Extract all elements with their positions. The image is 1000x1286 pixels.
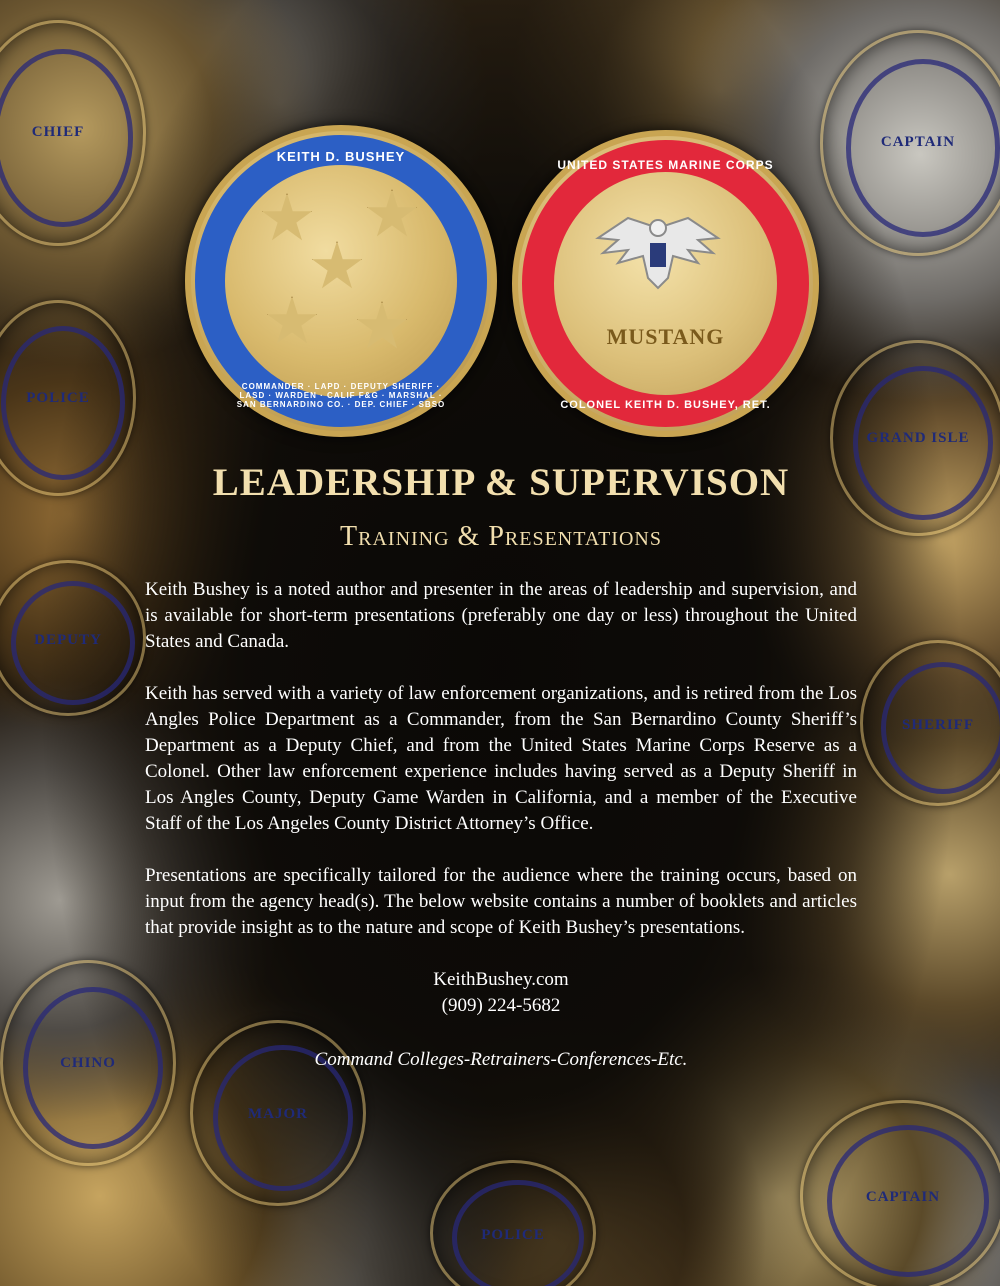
background-badge-grand-isle: GRAND ISLE <box>830 340 1000 536</box>
presentations-paragraph: Presentations are specifically tailored for the audience where the training occurs, based on input from the agency head(s). The below website contains a number of booklets and articles that provide insight as to the nature and scope of Keith Bushey’s presentations. <box>145 865 857 938</box>
page-title: LEADERSHIP & SUPERVISON <box>212 461 790 504</box>
background-badge-police: POLICE <box>0 300 136 496</box>
flyer-content <box>145 460 857 1071</box>
background-badge-major: MAJOR <box>190 1020 366 1206</box>
background-badge-police-2: POLICE <box>430 1160 596 1286</box>
intro-paragraph: Keith Bushey is a noted author and presenter in the areas of leadership and supervision, and is available for short-term presentations (preferably one day or less) throughout the United States and Canada. <box>145 579 857 652</box>
tagline: Command Colleges-Retrainers-Conferences-Etc. <box>314 1049 688 1070</box>
coin-ranks-text: COMMANDER · LAPD · DEPUTY SHERIFF · LASD · WARDEN · CALIF F&G · MARSHAL · SAN BERNARDINO CO. · DEP. CHIEF · SBSO <box>236 382 446 409</box>
mustang-text: MUSTANG <box>606 324 725 349</box>
background-badge-sheriff: SHERIFF <box>860 640 1000 806</box>
background-badge-chino: CHINO <box>0 960 176 1166</box>
phone-number: (909) 224-5682 <box>441 995 561 1016</box>
coin-name-text: KEITH D. BUSHEY <box>276 149 406 164</box>
background-badge-chief: CHIEF <box>0 20 146 246</box>
coin-marine-text: UNITED STATES MARINE CORPS <box>557 158 774 172</box>
background-badge-deputy: DEPUTY <box>0 560 146 716</box>
page-subtitle: Training & Presentations <box>340 521 662 552</box>
contact-block <box>145 967 857 1019</box>
eagle-icon <box>588 208 728 298</box>
background-badge-captain: CAPTAIN <box>820 30 1000 256</box>
coin-colonel-text: COLONEL KEITH D. BUSHEY, RET. <box>560 399 771 411</box>
experience-paragraph: Keith has served with a variety of law enforcement organizations, and is retired from the Los Angles Police Department as a Commander, from the San Bernardino County Sheriff’s Department as a Deputy Chief, and from the United States Marine Corps Reserve as a Colonel. Other law enforcement experience includes having served as a Deputy Sheriff in Los Angles County, Deputy Game Warden in California, and a member of the Executive Staff of the Los Angeles County District Attorney’s Office. <box>145 683 857 834</box>
marine-corps-coin <box>512 130 819 437</box>
website-link[interactable]: KeithBushey.com <box>433 969 569 990</box>
background-badge-captain-2: CAPTAIN <box>800 1100 1000 1286</box>
law-enforcement-coin <box>185 125 497 437</box>
